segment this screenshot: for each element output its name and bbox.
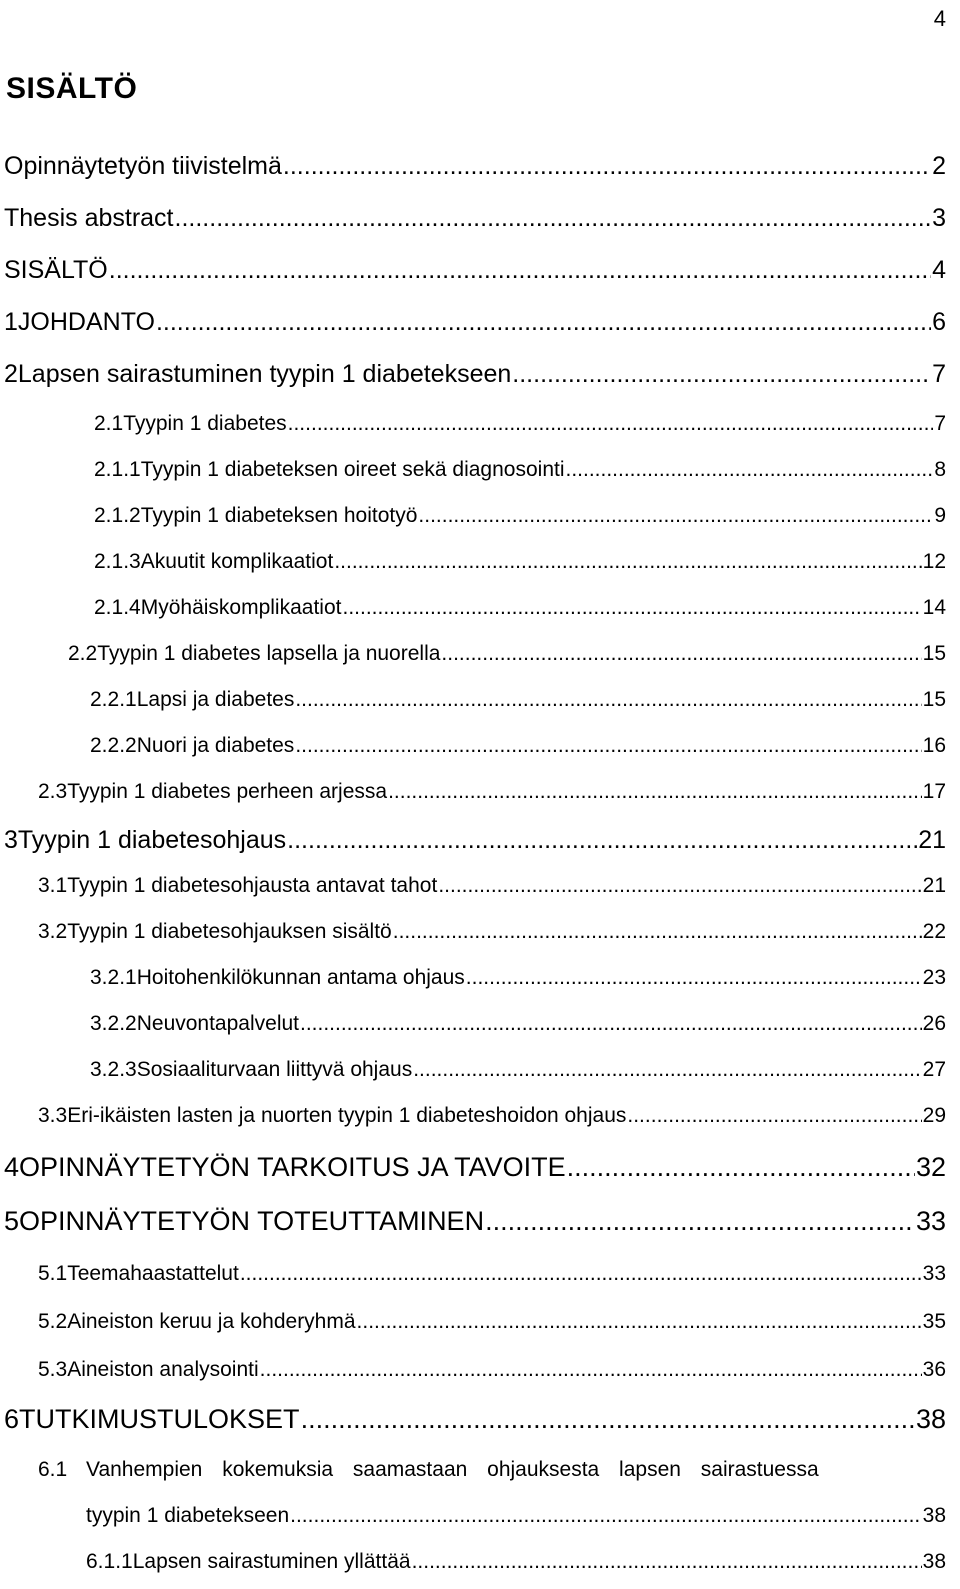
toc-entry[interactable] bbox=[38, 1458, 946, 1482]
toc-leader bbox=[260, 1358, 922, 1382]
toc-entry-number: 3.2.1 bbox=[90, 966, 137, 989]
toc-entry-page: 23 bbox=[922, 966, 946, 989]
toc-entry[interactable] bbox=[4, 152, 946, 181]
toc-entry[interactable] bbox=[86, 1550, 946, 1574]
toc-leader bbox=[566, 458, 934, 482]
toc-leader bbox=[567, 1152, 915, 1183]
toc-entry-page: 15 bbox=[922, 688, 946, 711]
toc-entry-page: 7 bbox=[932, 360, 946, 388]
toc-entry-title: Akuutit komplikaatiot bbox=[140, 550, 334, 573]
toc-entry[interactable] bbox=[94, 412, 946, 436]
toc-entry-number: 2.2 bbox=[68, 642, 98, 665]
toc-entry-number: 2.1.2 bbox=[94, 504, 141, 527]
toc-entry-page: 38 bbox=[922, 1504, 946, 1527]
toc-entry-page: 26 bbox=[922, 1012, 946, 1035]
toc-entry-page: 33 bbox=[915, 1206, 946, 1236]
toc-entry-title: Vanhempien kokemuksia saamastaan ohjauksesta lapsen sairastuessa bbox=[86, 1458, 819, 1481]
toc-entry-number: 3.2.2 bbox=[90, 1012, 137, 1035]
toc-entry-title: Tyypin 1 diabetesohjauksen sisältö bbox=[67, 920, 392, 943]
toc-entry[interactable] bbox=[90, 1012, 946, 1036]
toc-entry[interactable] bbox=[90, 966, 946, 990]
toc-entry[interactable] bbox=[4, 1206, 946, 1237]
toc-entry-title: Lapsen sairastuminen yllättää bbox=[132, 1550, 411, 1573]
toc-entry[interactable] bbox=[90, 1058, 946, 1082]
toc-entry-title: Hoitohenkilökunnan antama ohjaus bbox=[136, 966, 465, 989]
toc-leader bbox=[109, 256, 931, 285]
toc-entry-page: 16 bbox=[922, 734, 946, 757]
toc-entry-title: Tyypin 1 diabetes perheen arjessa bbox=[67, 780, 388, 803]
toc-entry-number: 6.1.1 bbox=[86, 1550, 133, 1573]
toc-entry-title: SISÄLTÖ bbox=[4, 256, 108, 284]
toc-entry-number: 2.1 bbox=[94, 412, 124, 435]
toc-entry-title: Tyypin 1 diabeteksen oireet sekä diagnosointi bbox=[140, 458, 565, 481]
toc-leader bbox=[342, 596, 921, 620]
toc-entry-number: 1 bbox=[4, 308, 18, 336]
toc-leader bbox=[412, 1550, 922, 1574]
toc-entry-title: Opinnäytetyön tiivistelmä bbox=[4, 152, 282, 180]
toc-entry-number: 3.2 bbox=[38, 920, 68, 943]
toc-entry-title: Tyypin 1 diabetesohjaus bbox=[17, 826, 287, 854]
toc-entry[interactable] bbox=[38, 920, 946, 944]
toc-leader bbox=[283, 152, 931, 181]
toc-entry-page: 2 bbox=[932, 152, 946, 180]
toc-entry-title: Tyypin 1 diabetesohjausta antavat tahot bbox=[67, 874, 438, 897]
toc-entry[interactable] bbox=[38, 874, 946, 898]
toc-entry[interactable] bbox=[38, 1262, 946, 1286]
toc-entry-continuation[interactable] bbox=[86, 1504, 946, 1528]
toc-entry[interactable] bbox=[94, 596, 946, 620]
toc-entry-page: 29 bbox=[922, 1104, 946, 1127]
toc-entry[interactable] bbox=[94, 504, 946, 528]
toc-entry-title: Neuvontapalvelut bbox=[136, 1012, 299, 1035]
toc-entry-number: 2.1.1 bbox=[94, 458, 141, 481]
toc-entry-title: Nuori ja diabetes bbox=[136, 734, 295, 757]
toc-entry-number: 3 bbox=[4, 826, 18, 854]
toc-leader bbox=[485, 1206, 915, 1237]
toc-entry-page: 35 bbox=[922, 1310, 946, 1333]
toc-entry-page: 9 bbox=[934, 504, 946, 527]
toc-leader bbox=[388, 780, 922, 804]
toc-entry-title: Sosiaaliturvaan liittyvä ohjaus bbox=[136, 1058, 413, 1081]
toc-leader bbox=[300, 1012, 922, 1036]
toc-leader bbox=[512, 360, 931, 389]
toc-entry-number: 5.2 bbox=[38, 1310, 68, 1333]
toc-entry[interactable] bbox=[94, 550, 946, 574]
toc-entry-page: 33 bbox=[922, 1262, 946, 1285]
toc-entry[interactable] bbox=[4, 308, 946, 337]
toc-entry-page: 22 bbox=[922, 920, 946, 943]
toc-leader bbox=[413, 1058, 921, 1082]
toc-entry-page: 12 bbox=[922, 550, 946, 573]
toc-entry-title: Myöhäiskomplikaatiot bbox=[140, 596, 342, 619]
toc-entry-title: Aineiston analysointi bbox=[67, 1358, 259, 1381]
toc-entry-number: 6 bbox=[4, 1404, 20, 1434]
toc-entry[interactable] bbox=[38, 780, 946, 804]
toc-entry[interactable] bbox=[38, 1104, 946, 1128]
toc-entry[interactable] bbox=[94, 458, 946, 482]
toc-entry-number: 5 bbox=[4, 1206, 20, 1236]
toc-leader bbox=[438, 874, 921, 898]
toc-entry-number: 3.1 bbox=[38, 874, 68, 897]
toc-leader bbox=[393, 920, 922, 944]
toc-entry-title: Tyypin 1 diabetes lapsella ja nuorella bbox=[97, 642, 441, 665]
toc-entry-title: JOHDANTO bbox=[17, 308, 155, 336]
toc-entry-number: 3.2.3 bbox=[90, 1058, 137, 1081]
toc-entry[interactable] bbox=[4, 256, 946, 285]
toc-leader bbox=[156, 308, 931, 337]
toc-entry-page: 4 bbox=[932, 256, 946, 284]
toc-entry-page: 27 bbox=[922, 1058, 946, 1081]
toc-entry-page: 3 bbox=[932, 204, 946, 232]
toc-entry-number: 4 bbox=[4, 1152, 20, 1182]
toc-entry-title: Lapsi ja diabetes bbox=[136, 688, 295, 711]
toc-entry-page: 21 bbox=[918, 826, 946, 854]
toc-entry-number: 2.1.3 bbox=[94, 550, 141, 573]
toc-leader bbox=[288, 412, 934, 436]
toc-entry-page: 7 bbox=[934, 412, 946, 435]
toc-leader bbox=[301, 1404, 915, 1435]
toc-leader bbox=[466, 966, 922, 990]
toc-entry-number: 6.1 bbox=[38, 1458, 68, 1481]
toc-leader bbox=[290, 1504, 922, 1528]
toc-leader bbox=[287, 826, 917, 855]
toc-entry-page: 14 bbox=[922, 596, 946, 619]
toc-entry-title: Thesis abstract bbox=[4, 204, 174, 232]
toc-entry[interactable] bbox=[4, 1404, 946, 1435]
toc-entry-title: Eri-ikäisten lasten ja nuorten tyypin 1 diabeteshoidon ohjaus bbox=[67, 1104, 627, 1127]
toc-leader bbox=[175, 204, 932, 233]
toc-entry-title: Tyypin 1 diabeteksen hoitotyö bbox=[140, 504, 418, 527]
toc-entry-title: Teemahaastattelut bbox=[67, 1262, 239, 1285]
toc-leader bbox=[334, 550, 921, 574]
toc-entry[interactable] bbox=[38, 1358, 946, 1382]
toc-leader bbox=[441, 642, 921, 666]
toc-entry[interactable] bbox=[4, 360, 946, 389]
toc-entry-number: 2 bbox=[4, 360, 18, 388]
toc-leader bbox=[295, 734, 921, 758]
toc-entry-title: tyypin 1 diabetekseen bbox=[86, 1504, 290, 1527]
toc-entry-title: Lapsen sairastuminen tyypin 1 diabetekseen bbox=[17, 360, 512, 388]
toc-entry-page: 36 bbox=[922, 1358, 946, 1381]
toc-entry-number: 2.2.1 bbox=[90, 688, 137, 711]
page-number: 4 bbox=[933, 6, 946, 31]
toc-entry-number: 5.3 bbox=[38, 1358, 68, 1381]
toc-entry-page: 17 bbox=[922, 780, 946, 803]
toc-entry-number: 2.1.4 bbox=[94, 596, 141, 619]
toc-entry-title: TUTKIMUSTULOKSET bbox=[19, 1404, 300, 1434]
toc-entry-page: 15 bbox=[922, 642, 946, 665]
toc-leader bbox=[627, 1104, 921, 1128]
toc-entry-number: 3.3 bbox=[38, 1104, 68, 1127]
toc-entry-page: 38 bbox=[915, 1404, 946, 1434]
toc-entry[interactable] bbox=[90, 688, 946, 712]
toc-entry[interactable] bbox=[90, 734, 946, 758]
toc-entry-number: 5.1 bbox=[38, 1262, 68, 1285]
toc-entry-title: Aineiston keruu ja kohderyhmä bbox=[67, 1310, 356, 1333]
toc-entry[interactable] bbox=[4, 204, 946, 233]
toc-leader bbox=[295, 688, 921, 712]
toc-entry-number: 2.2.2 bbox=[90, 734, 137, 757]
toc-entry-page: 8 bbox=[934, 458, 946, 481]
toc-leader bbox=[357, 1310, 922, 1334]
toc-entry-page: 38 bbox=[922, 1550, 946, 1573]
toc-entry-number: 2.3 bbox=[38, 780, 68, 803]
toc-entry[interactable] bbox=[68, 642, 946, 666]
toc-entry[interactable] bbox=[38, 1310, 946, 1334]
toc-entry-title: Tyypin 1 diabetes bbox=[123, 412, 287, 435]
toc-leader bbox=[418, 504, 933, 528]
toc-entry-page: 32 bbox=[915, 1152, 946, 1182]
toc-entry-page: 6 bbox=[932, 308, 946, 336]
toc-entry[interactable] bbox=[4, 826, 946, 855]
page-title: SISÄLTÖ bbox=[6, 72, 138, 105]
toc-entry[interactable] bbox=[4, 1152, 946, 1183]
toc-entry-page: 21 bbox=[922, 874, 946, 897]
toc-entry-title: OPINNÄYTETYÖN TARKOITUS JA TAVOITE bbox=[19, 1152, 566, 1182]
toc-entry-title: OPINNÄYTETYÖN TOTEUTTAMINEN bbox=[19, 1206, 485, 1236]
toc-leader bbox=[240, 1262, 922, 1286]
